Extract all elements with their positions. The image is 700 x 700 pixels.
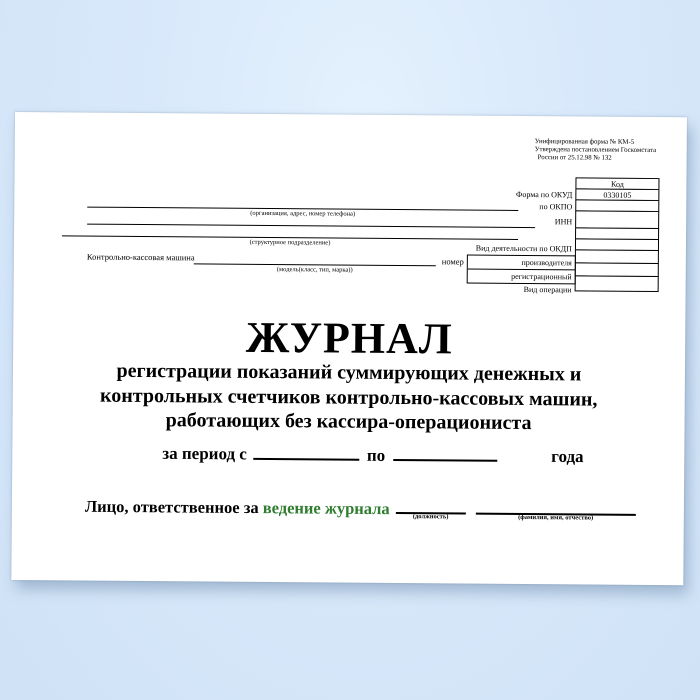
machine-caption: (модель(класс, тип, марка)) bbox=[276, 266, 353, 274]
note-date: России от 25.12.98 № 132 bbox=[537, 154, 612, 162]
document-sheet bbox=[11, 112, 687, 585]
period-to-blank bbox=[393, 445, 497, 461]
code-cell-operation bbox=[575, 275, 659, 292]
period-row bbox=[162, 443, 583, 467]
responsible-label-green: ведение журнала bbox=[262, 498, 390, 519]
label-okpo: по ОКПО bbox=[539, 202, 573, 212]
position-caption: (должность) bbox=[412, 513, 449, 521]
period-prefix: за период с bbox=[162, 443, 247, 464]
label-okdp: Вид деятельности по ОКДП bbox=[475, 243, 572, 254]
label-okud: Форма по ОКУД bbox=[516, 189, 573, 200]
name-signature-blank bbox=[476, 500, 636, 522]
document-title: ЖУРНАЛ bbox=[245, 312, 453, 364]
period-suffix: года bbox=[551, 446, 584, 467]
period-middle: по bbox=[366, 445, 386, 465]
machine-label: Контрольно-кассовая машина bbox=[86, 251, 195, 263]
note-approval: Утверждена постановлением Госкомстата bbox=[534, 146, 657, 155]
document-subtitle bbox=[12, 358, 685, 437]
label-inn: ИНН bbox=[554, 217, 573, 227]
label-registration-number: регистрационный bbox=[511, 271, 572, 281]
org-caption-1: (организация, адрес, номер телефона) bbox=[250, 209, 356, 218]
machine-blank-line bbox=[194, 252, 436, 266]
regulatory-note bbox=[535, 138, 680, 163]
subtitle-line-2: контрольных счетчиков контрольно-кассовых машин, bbox=[99, 384, 598, 411]
code-cell-okud: 0330105 bbox=[575, 188, 659, 201]
org-caption-3: (структурное подразделение) bbox=[249, 238, 331, 247]
period-from-blank bbox=[253, 444, 359, 460]
subtitle-line-3: работающих без кассира-операциониста bbox=[165, 409, 532, 435]
number-bracket-box bbox=[467, 255, 576, 285]
subtitle-line-1: регистрации показаний суммирующих денежных и bbox=[116, 359, 582, 386]
position-signature-blank bbox=[396, 499, 466, 521]
code-cell-inn bbox=[575, 210, 659, 229]
responsible-row bbox=[85, 497, 636, 522]
note-form-number: Унифицированная форма № КМ-5 bbox=[534, 138, 635, 146]
name-caption: (фамилия, имя, отчество) bbox=[518, 514, 594, 522]
responsible-label: Лицо, ответственное за bbox=[84, 496, 263, 518]
code-table-header: Код bbox=[575, 177, 659, 190]
number-label: номер bbox=[441, 256, 464, 267]
label-manufacturer-number: производителя bbox=[468, 256, 575, 270]
label-operation: Вид операции bbox=[523, 285, 572, 295]
code-table bbox=[575, 177, 660, 292]
